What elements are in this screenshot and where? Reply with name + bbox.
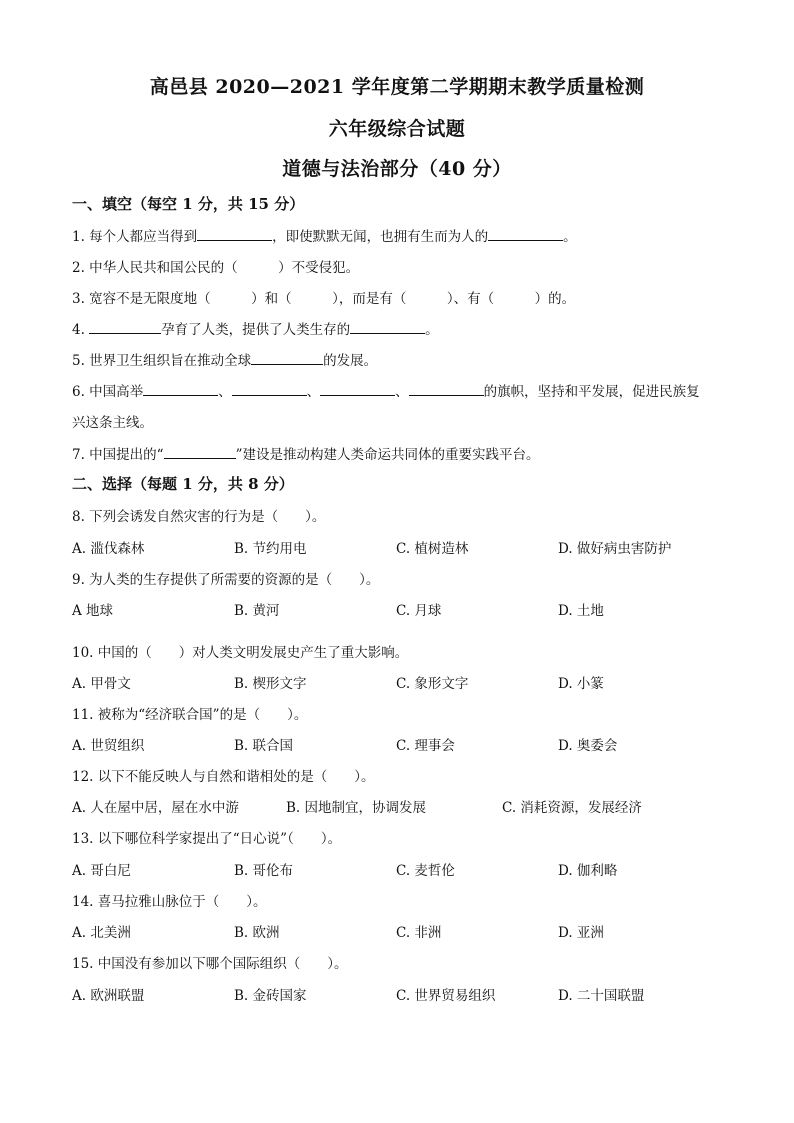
exam-title: 高邑县 2020—2021 学年度第二学期期末教学质量检测 [149,76,645,98]
option-a[interactable]: A. 欧洲联盟 [72,988,145,1004]
answer-blank [409,381,484,396]
question-7: 7. 中国提出的“ ”建设是推动构建人类命运共同体的重要实践平台。 [72,443,539,463]
question-4: 4. 孕育了人类，提供了人类生存的 。 [72,318,439,338]
option-c[interactable]: C. 理事会 [396,738,455,754]
option-d[interactable]: D. 二十国联盟 [558,988,645,1004]
question-2: 2. 中华人民共和国公民的（ ）不受侵犯。 [72,260,360,276]
section-title: 道德与法治部分（40 分） [282,158,512,180]
option-a[interactable]: A. 人在屋中居，屋在水中游 [72,800,239,816]
option-d[interactable]: D. 做好病虫害防护 [558,541,672,557]
option-b[interactable]: B. 金砖国家 [234,988,307,1004]
option-d[interactable]: D. 伽利略 [558,863,618,879]
answer-blank [143,381,218,396]
question-14: 14. 喜马拉雅山脉位于（ ）。 [72,894,267,910]
question-9: 9. 为人类的生存提供了所需要的资源的是（ ）。 [72,572,380,588]
question-6-continued: 兴这条主线。 [72,415,153,431]
option-b[interactable]: B. 黄河 [234,603,280,619]
option-c[interactable]: C. 象形文字 [396,676,469,692]
question-5: 5. 世界卫生组织旨在推动全球 的发展。 [72,349,377,369]
option-d[interactable]: D. 土地 [558,603,604,619]
answer-blank [89,319,161,334]
option-a[interactable]: A. 滥伐森林 [72,541,145,557]
answer-blank [232,381,307,396]
option-b[interactable]: B. 哥伦布 [234,863,294,879]
question-6: 6. 中国高举 、 、 、 的旗帜，坚持和平发展，促进民族复 [72,380,700,400]
question-13: 13. 以下哪位科学家提出了“日心说”（ ）。 [72,831,342,847]
options-9 [72,599,732,619]
option-c[interactable]: C. 月球 [396,603,442,619]
option-d[interactable]: D. 小篆 [558,676,604,692]
option-a[interactable]: A 地球 [72,603,114,619]
option-c[interactable]: C. 非洲 [396,925,442,941]
option-b[interactable]: B. 欧洲 [234,925,280,941]
option-a[interactable]: A. 哥白尼 [72,863,131,879]
option-b[interactable]: B. 楔形文字 [234,676,307,692]
option-c[interactable]: C. 麦哲伦 [396,863,455,879]
option-d[interactable]: D. 奥委会 [558,738,618,754]
question-1: 1. 每个人都应当得到 ，即使默默无闻，也拥有生而为人的 。 [72,225,577,245]
options-11 [72,734,732,754]
answer-blank [197,226,272,241]
option-a[interactable]: A. 北美洲 [72,925,131,941]
options-8 [72,537,732,557]
fill-in-heading: 一、填空（每空 1 分，共 15 分） [72,195,305,213]
choice-heading: 二、选择（每题 1 分，共 8 分） [72,475,294,493]
option-c[interactable]: C. 植树造林 [396,541,469,557]
options-13 [72,859,732,879]
answer-blank [251,350,323,365]
option-b[interactable]: B. 联合国 [234,738,294,754]
option-c[interactable]: C. 世界贸易组织 [396,988,496,1004]
option-b[interactable]: B. 节约用电 [234,541,307,557]
question-8: 8. 下列会诱发自然灾害的行为是（ ）。 [72,509,326,525]
question-15: 15. 中国没有参加以下哪个国际组织（ ）。 [72,956,348,972]
option-a[interactable]: A. 世贸组织 [72,738,145,754]
options-14 [72,921,732,941]
options-10 [72,672,732,692]
option-c[interactable]: C. 消耗资源，发展经济 [502,800,642,816]
options-12 [72,796,732,816]
option-d[interactable]: D. 亚洲 [558,925,604,941]
option-a[interactable]: A. 甲骨文 [72,676,131,692]
answer-blank [350,319,425,334]
question-11: 11. 被称为“经济联合国”的是（ ）。 [72,707,308,723]
question-3: 3. 宽容不是无限度地（ ）和（ ），而是有（ ）、有（ ）的。 [72,291,576,307]
question-12: 12. 以下不能反映人与自然和谐相处的是（ ）。 [72,769,375,785]
option-b[interactable]: B. 因地制宜，协调发展 [286,800,427,816]
exam-subtitle: 六年级综合试题 [328,118,466,140]
answer-blank [164,444,236,459]
options-15 [72,984,732,1004]
answer-blank [320,381,395,396]
question-10: 10. 中国的（ ）对人类文明发展史产生了重大影响。 [72,645,409,661]
answer-blank [488,226,563,241]
